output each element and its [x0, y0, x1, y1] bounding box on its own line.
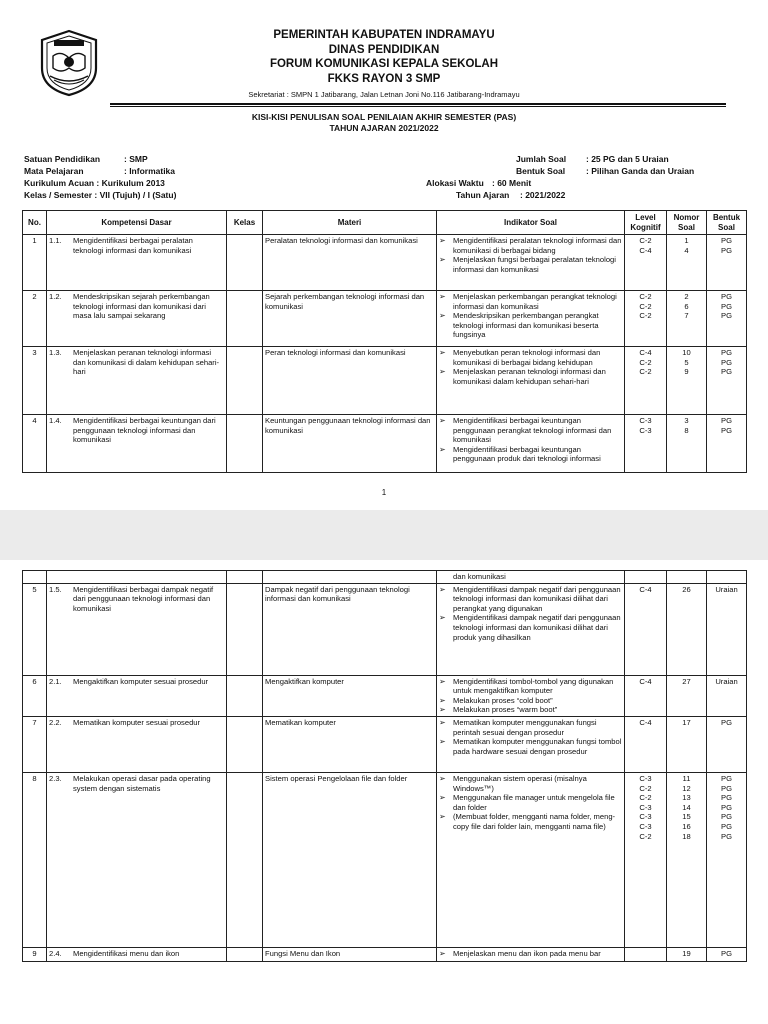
row-number: 6	[23, 675, 47, 716]
cognitive-level-value: C-3	[639, 821, 652, 831]
indicator-list	[439, 236, 622, 274]
competency-number: 1.2.	[49, 292, 62, 301]
competency-text: Melakukan operasi dasar pada operating system dengan sistematis	[73, 773, 211, 793]
table-row	[23, 947, 747, 961]
kisi-kisi-table-page-2	[22, 570, 747, 962]
row-number: 8	[23, 772, 47, 947]
row-number: 4	[23, 415, 47, 473]
info-tahun-value: : 2021/2022	[520, 190, 566, 200]
table-row	[23, 716, 747, 772]
competency-cell	[47, 347, 227, 415]
indicator-item: ➢ Menjelaskan perkembangan perangkat teknologi informasi dan komunikasi	[439, 292, 622, 311]
competency-number: 1.3.	[49, 348, 62, 357]
question-number-value: 4	[684, 245, 689, 255]
competency-text: Mengidentifikasi berbagai dampak negatif dari penggunaan teknologi informasi dan komunikasi	[73, 584, 214, 613]
competency-text: Mendeskripsikan sejarah perkembangan teknologi informasi dan komunikasi dari masa lalu sampai sekarang	[73, 292, 210, 321]
row-number: 7	[23, 716, 47, 772]
info-alokasi-label: Alokasi Waktu	[426, 178, 484, 188]
indicator-item: ➢ Menjelaskan menu dan ikon pada menu bar	[439, 949, 622, 959]
material-cell: Mematikan komputer	[263, 716, 437, 772]
page-1	[0, 0, 768, 510]
indicator-item: ➢ Mengidentifikasi dampak negatif dari penggunaan teknologi informasi dan komunikasi dilihat dari produk yang dihasilkan	[439, 613, 622, 642]
indicator-item: ➢ Menjelaskan fungsi berbagai peralatan teknologi informasi dan komunikasi	[439, 255, 622, 274]
indicator-item: ➢ Mematikan komputer menggunakan fungsi perintah sesuai dengan prosedur	[439, 718, 622, 737]
competency	[49, 774, 224, 793]
cognitive-level-value: C-3	[639, 416, 652, 425]
info-mapel-label: Mata Pelajaran	[24, 166, 84, 176]
indicator-list	[439, 774, 622, 832]
question-number-value: 6	[684, 301, 689, 311]
material-cell: Fungsi Menu dan Ikon	[263, 947, 437, 961]
question-number	[667, 235, 707, 291]
document-title-line-1: KISI-KISI PENULISAN SOAL PENILAIAN AKHIR SEMESTER (PAS)	[251, 112, 517, 122]
cognitive-level-value: C-4	[639, 348, 652, 357]
class-cell	[227, 291, 263, 347]
table-row	[23, 235, 747, 291]
question-type	[707, 583, 747, 675]
letterhead-rule-thick	[110, 103, 726, 105]
material-cell: Sejarah perkembangan teknologi informasi dan komunikasi	[263, 291, 437, 347]
table-row	[23, 347, 747, 415]
question-type-value: PG	[721, 812, 732, 822]
question-type-value: PG	[721, 831, 732, 841]
indicator-list	[439, 348, 622, 386]
letterhead-rule-thin	[110, 106, 726, 107]
secretariat-address: Sekretariat : SMPN 1 Jatibarang, Jalan Letnan Joni No.116 Jatibarang-Indramayu	[248, 90, 520, 99]
cognitive-level-value: C-4	[639, 245, 652, 255]
indicator-list	[439, 416, 622, 464]
cognitive-level	[625, 347, 667, 415]
class-cell	[227, 347, 263, 415]
competency	[49, 677, 224, 687]
competency-cell	[47, 716, 227, 772]
letterhead-line-2: DINAS PENDIDIKAN	[328, 43, 440, 56]
competency-number: 2.1.	[49, 676, 62, 686]
competency-cell	[47, 415, 227, 473]
indicator-cell	[437, 675, 625, 716]
question-number-value: 26	[682, 584, 691, 594]
cognitive-level	[625, 583, 667, 675]
indicator-list	[439, 718, 622, 756]
info-kurikulum: Kurikulum Acuan : Kurikulum 2013	[24, 178, 165, 188]
question-number-value: 19	[682, 948, 691, 958]
material-cell: Sistem operasi Pengelolaan file dan folder	[263, 772, 437, 947]
class-cell	[227, 675, 263, 716]
info-satuan-value: : SMP	[124, 154, 148, 164]
info-satuan-label: Satuan Pendidikan	[24, 154, 101, 164]
cognitive-level-value: C-2	[639, 292, 652, 301]
class-cell	[227, 772, 263, 947]
cognitive-level-value: C-4	[639, 584, 652, 594]
indicator-item: ➢ Mematikan komputer menggunakan fungsi tombol pada hardware sesuai dengan prosedur	[439, 737, 622, 756]
competency-number: 2.3.	[49, 773, 62, 783]
cognitive-level	[625, 947, 667, 961]
question-number-value: 10	[682, 348, 691, 357]
indicator-cell	[437, 772, 625, 947]
indicator-list	[439, 677, 622, 715]
question-type-value: Uraian	[715, 584, 738, 594]
cognitive-level	[625, 716, 667, 772]
kisi-kisi-table-page-1	[22, 210, 747, 473]
indicator-item: ➢ Melakukan proses “warm boot”	[439, 705, 622, 715]
question-number	[667, 772, 707, 947]
info-mapel-value: : Informatika	[124, 166, 176, 176]
cognitive-level-value: C-2	[639, 793, 652, 803]
question-type-value: PG	[721, 292, 732, 301]
table-row	[23, 291, 747, 347]
competency-number: 1.5.	[49, 584, 62, 594]
question-number-value: 12	[682, 783, 691, 793]
question-number	[667, 291, 707, 347]
question-type-value: PG	[721, 311, 732, 321]
cognitive-level	[625, 675, 667, 716]
competency-number: 1.4.	[49, 416, 62, 425]
table-row	[23, 583, 747, 675]
indicator-cell	[437, 583, 625, 675]
question-type	[707, 716, 747, 772]
question-number	[667, 583, 707, 675]
continuation-text: dan komunikasi	[437, 571, 625, 584]
table-row	[23, 772, 747, 947]
material-cell: Mengaktifkan komputer	[263, 675, 437, 716]
col-header-bentuk: Bentuk Soal	[707, 211, 747, 235]
competency-text: Mengaktifkan komputer sesuai prosedur	[73, 676, 209, 686]
question-number-value: 15	[682, 812, 691, 822]
indicator-item: ➢ Mengidentifikasi berbagai keuntungan penggunaan produk dari teknologi informasi	[439, 445, 622, 464]
cell	[23, 571, 47, 584]
indicator-list	[439, 949, 622, 959]
indicator-item: ➢ Menjelaskan peranan teknologi informasi dan komunikasi dalam kehidupan sehari-hari	[439, 367, 622, 386]
competency-number: 1.1.	[49, 236, 62, 245]
col-header-level: Level Kognitif	[625, 211, 667, 235]
cell	[227, 571, 263, 584]
cognitive-level-value: C-2	[639, 301, 652, 311]
col-header-nomor: Nomor Soal	[667, 211, 707, 235]
indicator-item: ➢ Menggunakan file manager untuk mengelola file dan folder	[439, 793, 622, 812]
indicator-cell	[437, 716, 625, 772]
question-type-value: PG	[721, 793, 732, 803]
question-number-value: 1	[684, 236, 689, 245]
indicator-item: ➢ Melakukan proses “cold boot”	[439, 696, 622, 706]
class-cell	[227, 583, 263, 675]
competency-text: Mematikan komputer sesuai prosedur	[73, 717, 201, 727]
question-type	[707, 415, 747, 473]
material-cell: Peralatan teknologi informasi dan komunikasi	[263, 235, 437, 291]
page-number: 1	[381, 488, 387, 497]
question-number-value: 7	[684, 311, 689, 321]
cell	[707, 571, 747, 584]
cognitive-level-value: C-3	[639, 773, 652, 783]
class-cell	[227, 415, 263, 473]
question-type-value: PG	[721, 821, 732, 831]
competency-cell	[47, 291, 227, 347]
class-cell	[227, 235, 263, 291]
question-number-value: 18	[682, 831, 691, 841]
info-alokasi-value: : 60 Menit	[492, 178, 532, 188]
competency	[49, 416, 224, 445]
question-number	[667, 415, 707, 473]
question-number-value: 14	[682, 802, 691, 812]
cognitive-level	[625, 415, 667, 473]
table-row	[23, 415, 747, 473]
indicator-item: ➢ (Membuat folder, mengganti nama folder, meng-copy file dari folder lain, mengganti nama file)	[439, 812, 622, 831]
indicator-item: ➢ Mengidentifikasi dampak negatif dari penggunaan teknologi informasi dan komunikasi dilihat dari perangkat yang digunakan	[439, 585, 622, 614]
question-number-value: 2	[684, 292, 689, 301]
question-number	[667, 716, 707, 772]
question-type-value: Uraian	[715, 676, 738, 686]
question-type-value: PG	[721, 301, 732, 311]
info-jumlah-label: Jumlah Soal	[516, 154, 567, 164]
question-number	[667, 675, 707, 716]
letterhead-line-1: PEMERINTAH KABUPATEN INDRAMAYU	[273, 29, 495, 41]
competency-cell	[47, 235, 227, 291]
question-type-value: PG	[721, 367, 732, 377]
row-number: 3	[23, 347, 47, 415]
competency-text: Mengidentifikasi berbagai peralatan teknologi informasi dan komunikasi	[73, 236, 193, 255]
letterhead	[0, 28, 768, 86]
competency	[49, 348, 224, 377]
col-header-kelas: Kelas	[227, 211, 263, 235]
row-number: 1	[23, 235, 47, 291]
info-kelas: Kelas / Semester : VII (Tujuh) / I (Satu)	[24, 190, 177, 200]
indicator-cell	[437, 415, 625, 473]
indicator-cell	[437, 291, 625, 347]
indicator-item: ➢ Mengidentifikasi peralatan teknologi informasi dan komunikasi di berbagai bidang	[439, 236, 622, 255]
cognitive-level-value: C-2	[639, 311, 652, 321]
cognitive-level	[625, 291, 667, 347]
document-title	[0, 112, 768, 134]
competency	[49, 718, 224, 728]
question-number-value: 11	[682, 773, 691, 783]
cognitive-level-value: C-4	[639, 717, 652, 727]
question-number-value: 13	[682, 793, 691, 803]
question-type-value: PG	[721, 717, 732, 727]
cell	[47, 571, 227, 584]
cognitive-level-value: C-2	[639, 783, 652, 793]
question-type-value: PG	[721, 783, 732, 793]
cognitive-level-value: C-2	[639, 357, 652, 367]
indicator-item: ➢ Menyebutkan peran teknologi informasi dan komunikasi di berbagai bidang kehidupan	[439, 348, 622, 367]
page-gap	[0, 510, 768, 560]
question-type-value: PG	[721, 948, 732, 958]
row-number: 2	[23, 291, 47, 347]
competency	[49, 585, 224, 614]
question-type-value: PG	[721, 425, 732, 435]
cognitive-level	[625, 235, 667, 291]
question-type	[707, 291, 747, 347]
question-type	[707, 235, 747, 291]
question-type-value: PG	[721, 348, 732, 357]
question-type	[707, 947, 747, 961]
row-number: 9	[23, 947, 47, 961]
info-jumlah-value: : 25 PG dan 5 Uraian	[586, 154, 669, 164]
document-title-line-2: TAHUN AJARAN 2021/2022	[329, 123, 439, 133]
indicator-cell	[437, 347, 625, 415]
indicator-item: ➢ Mendeskripsikan perkembangan perangkat teknologi informasi dan komunikasi beserta fungsinya	[439, 311, 622, 340]
indicator-item: ➢ Mengidentifikasi tombol-tombol yang digunakan untuk mengaktifkan komputer	[439, 677, 622, 696]
question-number-value: 27	[682, 676, 691, 686]
material-cell: Peran teknologi informasi dan komunikasi	[263, 347, 437, 415]
competency-number: 2.2.	[49, 717, 62, 727]
info-bentuk-value: : Pilihan Ganda dan Uraian	[586, 166, 695, 176]
indicator-cell	[437, 235, 625, 291]
cognitive-level-value: C-3	[639, 812, 652, 822]
indicator-item: ➢ Menggunakan sistem operasi (misalnya Windows™)	[439, 774, 622, 793]
table-header-row	[23, 211, 747, 235]
col-header-no: No.	[23, 211, 47, 235]
question-type	[707, 772, 747, 947]
competency-cell	[47, 947, 227, 961]
competency-cell	[47, 583, 227, 675]
competency	[49, 292, 224, 321]
question-type-value: PG	[721, 245, 732, 255]
question-number-value: 17	[682, 717, 691, 727]
competency	[49, 236, 224, 255]
question-number	[667, 947, 707, 961]
indicator-cell	[437, 947, 625, 961]
question-type	[707, 347, 747, 415]
cognitive-level-value: C-3	[639, 425, 652, 435]
cognitive-level	[625, 772, 667, 947]
question-type-value: PG	[721, 802, 732, 812]
cognitive-level-value: C-4	[639, 676, 652, 686]
indicator-item: ➢ Mengidentifikasi berbagai keuntungan penggunaan perangkat teknologi informasi dan komunikasi	[439, 416, 622, 445]
indicator-list	[439, 585, 622, 643]
competency-text: Mengidentifikasi berbagai keuntungan dari penggunaan teknologi informasi dan komunikasi	[73, 416, 216, 445]
info-bentuk-label: Bentuk Soal	[516, 166, 566, 176]
row-number: 5	[23, 583, 47, 675]
cell	[625, 571, 667, 584]
page-2	[0, 560, 768, 1024]
col-header-materi: Materi	[263, 211, 437, 235]
cell	[667, 571, 707, 584]
competency-number: 2.4.	[49, 948, 62, 958]
question-type-value: PG	[721, 773, 732, 783]
table-row	[23, 675, 747, 716]
continuation-row	[23, 571, 747, 584]
question-type-value: PG	[721, 236, 732, 245]
competency-cell	[47, 772, 227, 947]
competency-cell	[47, 675, 227, 716]
class-cell	[227, 716, 263, 772]
question-type-value: PG	[721, 357, 732, 367]
cell	[263, 571, 437, 584]
question-number-value: 8	[684, 425, 689, 435]
col-header-indikator: Indikator Soal	[437, 211, 625, 235]
material-cell: Keuntungan penggunaan teknologi informasi dan komunikasi	[263, 415, 437, 473]
question-type	[707, 675, 747, 716]
cognitive-level-value: C-3	[639, 802, 652, 812]
competency-text: Menjelaskan peranan teknologi informasi dan komunikasi di dalam kehidupan sehari-hari	[73, 348, 220, 377]
col-header-kd: Kompetensi Dasar	[47, 211, 227, 235]
material-cell: Dampak negatif dari penggunaan teknologi informasi dan komunikasi	[263, 583, 437, 675]
question-number	[667, 347, 707, 415]
indicator-list	[439, 292, 622, 340]
cognitive-level-value: C-2	[639, 367, 652, 377]
question-number-value: 9	[684, 367, 689, 377]
question-type-value: PG	[721, 416, 732, 425]
letterhead-line-4: FKKS RAYON 3 SMP	[327, 72, 441, 85]
question-number-value: 5	[684, 357, 689, 367]
competency-text: Mengidentifikasi menu dan ikon	[73, 948, 180, 958]
cognitive-level-value: C-2	[639, 831, 652, 841]
question-number-value: 3	[684, 416, 689, 425]
cognitive-level-value: C-2	[639, 236, 652, 245]
info-tahun-label: Tahun Ajaran	[456, 190, 510, 200]
question-number-value: 16	[682, 821, 691, 831]
letterhead-line-3: FORUM KOMUNIKASI KEPALA SEKOLAH	[269, 58, 499, 70]
competency	[49, 949, 224, 959]
class-cell	[227, 947, 263, 961]
